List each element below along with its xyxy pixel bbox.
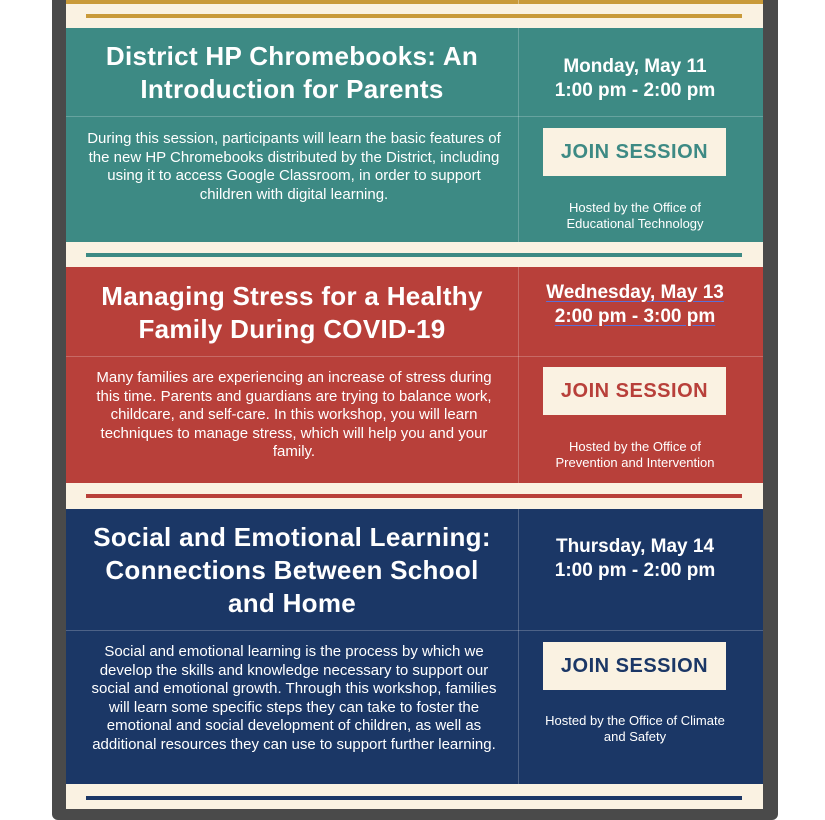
session-title-line: and Home — [227, 588, 357, 618]
session-description: During this session, participants will learn the basic features of the new HP Chromebooks distributed by the District, including using it to access Google Classroom, in order to support children with digital learning. — [87, 130, 501, 203]
column-divider — [518, 267, 519, 483]
session-datetime — [524, 281, 746, 329]
divider-rule-navy — [86, 796, 742, 800]
session-title-line: Family During COVID-19 — [138, 314, 446, 344]
join-session-button[interactable]: JOIN SESSION — [543, 642, 726, 690]
row-divider — [66, 356, 763, 357]
session-title — [78, 521, 506, 620]
session-date: Thursday, May 14 — [555, 536, 715, 557]
row-divider — [66, 630, 763, 631]
host-line: Hosted by the Office of — [569, 200, 701, 215]
previous-session-edge — [66, 0, 763, 4]
session-time: 1:00 pm - 2:00 pm — [554, 560, 716, 581]
row-divider — [66, 116, 763, 117]
session-description: Many families are experiencing an increase of stress during this time. Parents and guardians are trying to balance work, childcare, and self-care. In this workshop, you will learn techniques to manage stress, which will help you and your family. — [96, 369, 492, 460]
session-card-chromebooks — [66, 28, 763, 242]
session-time: 1:00 pm - 2:00 pm — [554, 80, 716, 101]
session-title — [78, 280, 506, 346]
divider-rule-gold — [86, 14, 742, 18]
session-card-sel — [66, 509, 763, 784]
host-line: Hosted by the Office of Climate — [545, 713, 725, 728]
divider-rule-teal — [86, 253, 742, 257]
join-session-button[interactable]: JOIN SESSION — [543, 128, 726, 176]
session-title-line: Social and Emotional Learning: — [93, 522, 491, 552]
session-datetime — [524, 535, 746, 583]
session-title-line: Connections Between School — [105, 555, 479, 585]
session-time: 2:00 pm - 3:00 pm — [554, 306, 716, 327]
session-date: Wednesday, May 13 — [546, 282, 724, 303]
column-divider — [518, 509, 519, 784]
session-host — [528, 200, 742, 232]
host-line: Educational Technology — [566, 216, 704, 231]
session-date: Monday, May 11 — [563, 56, 707, 77]
session-host — [528, 439, 742, 471]
session-title — [78, 40, 506, 106]
session-title-line: Managing Stress for a Healthy — [101, 281, 483, 311]
host-line: and Safety — [603, 729, 667, 744]
column-divider — [518, 28, 519, 242]
session-card-stress — [66, 267, 763, 483]
divider-rule-red — [86, 494, 742, 498]
join-session-button[interactable]: JOIN SESSION — [543, 367, 726, 415]
session-datetime — [524, 55, 746, 103]
host-line: Hosted by the Office of — [569, 439, 701, 454]
session-title-line: Introduction for Parents — [140, 74, 444, 104]
session-description: Social and emotional learning is the process by which we develop the skills and knowledge necessary to support our social and emotional growth. Through this workshop, families will learn some specific steps they can take to foster the emotional and social development of children, as well as additional resources they can use to support further learning. — [91, 643, 497, 753]
column-divider — [518, 0, 519, 4]
session-host — [528, 713, 742, 745]
session-title-line: District HP Chromebooks: An — [105, 41, 479, 71]
host-line: Prevention and Intervention — [555, 455, 715, 470]
